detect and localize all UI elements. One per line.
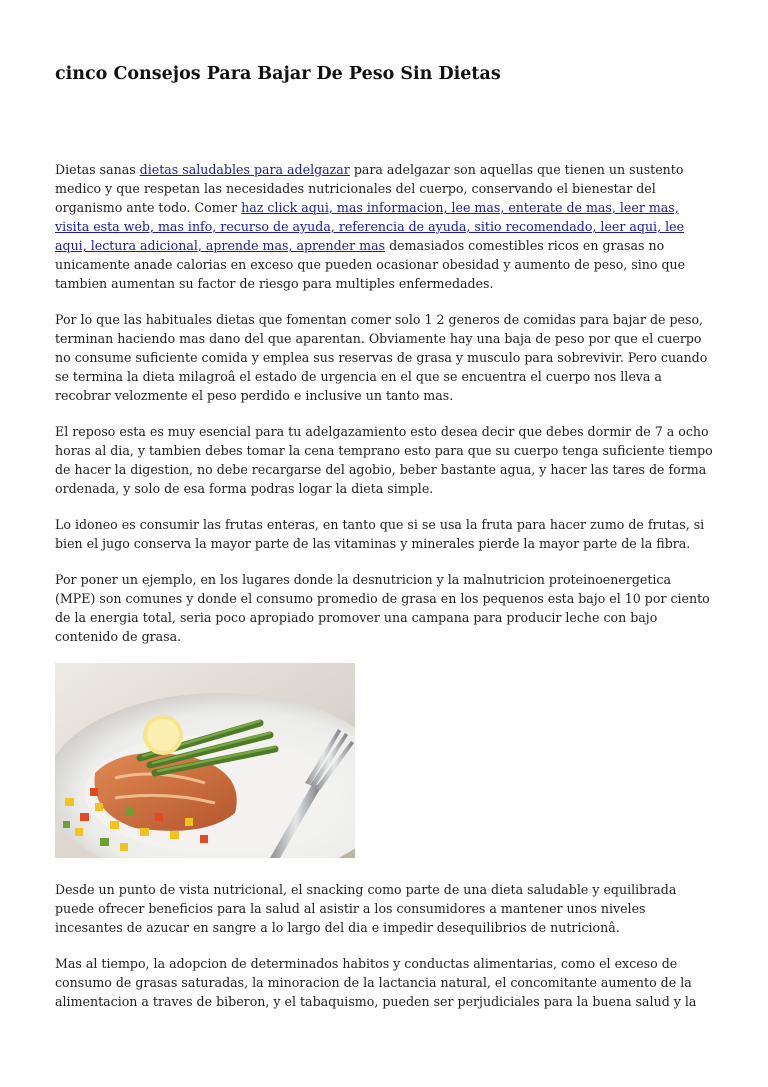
paragraph-4: Lo idoneo es consumir las frutas enteras, en tanto que si se usa la fruta para hacer zumo de frutas, si bien el jugo conserva la mayor parte de las vitaminas y minerales pierde la mayor parte de la fibra. bbox=[55, 517, 705, 551]
paragraph-1 bbox=[55, 160, 715, 293]
page-title: cinco Consejos Para Bajar De Peso Sin Dietas bbox=[55, 64, 501, 84]
link-dietas-saludables[interactable]: dietas saludables para adelgazar bbox=[139, 162, 350, 177]
paragraph-6: Desde un punto de vista nutricional, el snacking como parte de una dieta saludable y equilibrada puede ofrecer beneficios para la salud al asistir a los consumidores a mantener unos niveles incesantes de azucar en sangre a lo largo del dia e impedir desequilibrios de nutricionâ. bbox=[55, 882, 677, 935]
link-haz-click-aqui[interactable]: haz click aqui, mas informacion, lee mas, enterate de mas, leer mas, visita esta web, mas info, recurso de ayuda, referencia de ayuda, sitio recomendado, leer aqui, lee aqui, lectura adicional, aprende mas, aprender mas bbox=[55, 200, 685, 253]
paragraph-1-text-b: para adelgazar son aquellas que tienen un sustento medico y que respetan las necesidades nutricionales del cuerpo, conservando el bienestar del organismo ante todo. Comer bbox=[55, 162, 684, 215]
paragraph-2: Por lo que las habituales dietas que fomentan comer solo 1 2 generos de comidas para bajar de peso, terminan haciendo mas dano del que aparentan. Obviamente hay una baja de peso por que el cuerpo no consume suficiente comida y emplea sus reservas de grasa y musculo para sobrevivir. Pero cuando se termina la dieta milagroâ el estado de urgencia en el que se encuentra el cuerpo nos lleva a recobrar velozmente el peso perdido e inclusive un tanto mas. bbox=[55, 312, 708, 403]
paragraph-7: Mas al tiempo, la adopcion de determinados habitos y conductas alimentarias, como el exceso de consumo de grasas saturadas, la minoracion de la lactancia natural, el concomitante aumento de la alimentacion a traves de biberon, y el tabaquismo, pueden ser perjudiciales para la buena salud y la bbox=[55, 956, 697, 1009]
paragraph-1-text-a: Dietas sanas bbox=[55, 162, 140, 177]
article-body bbox=[55, 160, 715, 1028]
paragraph-5: Por poner un ejemplo, en los lugares donde la desnutricion y la malnutricion proteinoenergetica (MPE) son comunes y donde el consumo promedio de grasa en los pequenos esta bajo el 10 por ciento de la energia total, seria poco apropiado promover una campana para producir leche con bajo contenido de grasa. bbox=[55, 572, 710, 644]
paragraph-1-text-c: demasiados comestibles ricos en grasas no unicamente anade calorias en exceso que pueden ocasionar obesidad y aumento de peso, sino que tambien aumentan su factor de riesgo para multiples enfermedades. bbox=[55, 238, 686, 291]
paragraph-3: El reposo esta es muy esencial para tu adelgazamiento esto desea decir que debes dormir de 7 a ocho horas al dia, y tambien debes tomar la cena temprano esto para que su cuerpo tenga suficiente tiempo de hacer la digestion, no debe recargarse del agobio, beber bastante agua, y hacer las tares de forma ordenada, y solo de esa forma podras logar la dieta simple. bbox=[55, 424, 713, 496]
salmon-plate-image bbox=[55, 663, 355, 858]
